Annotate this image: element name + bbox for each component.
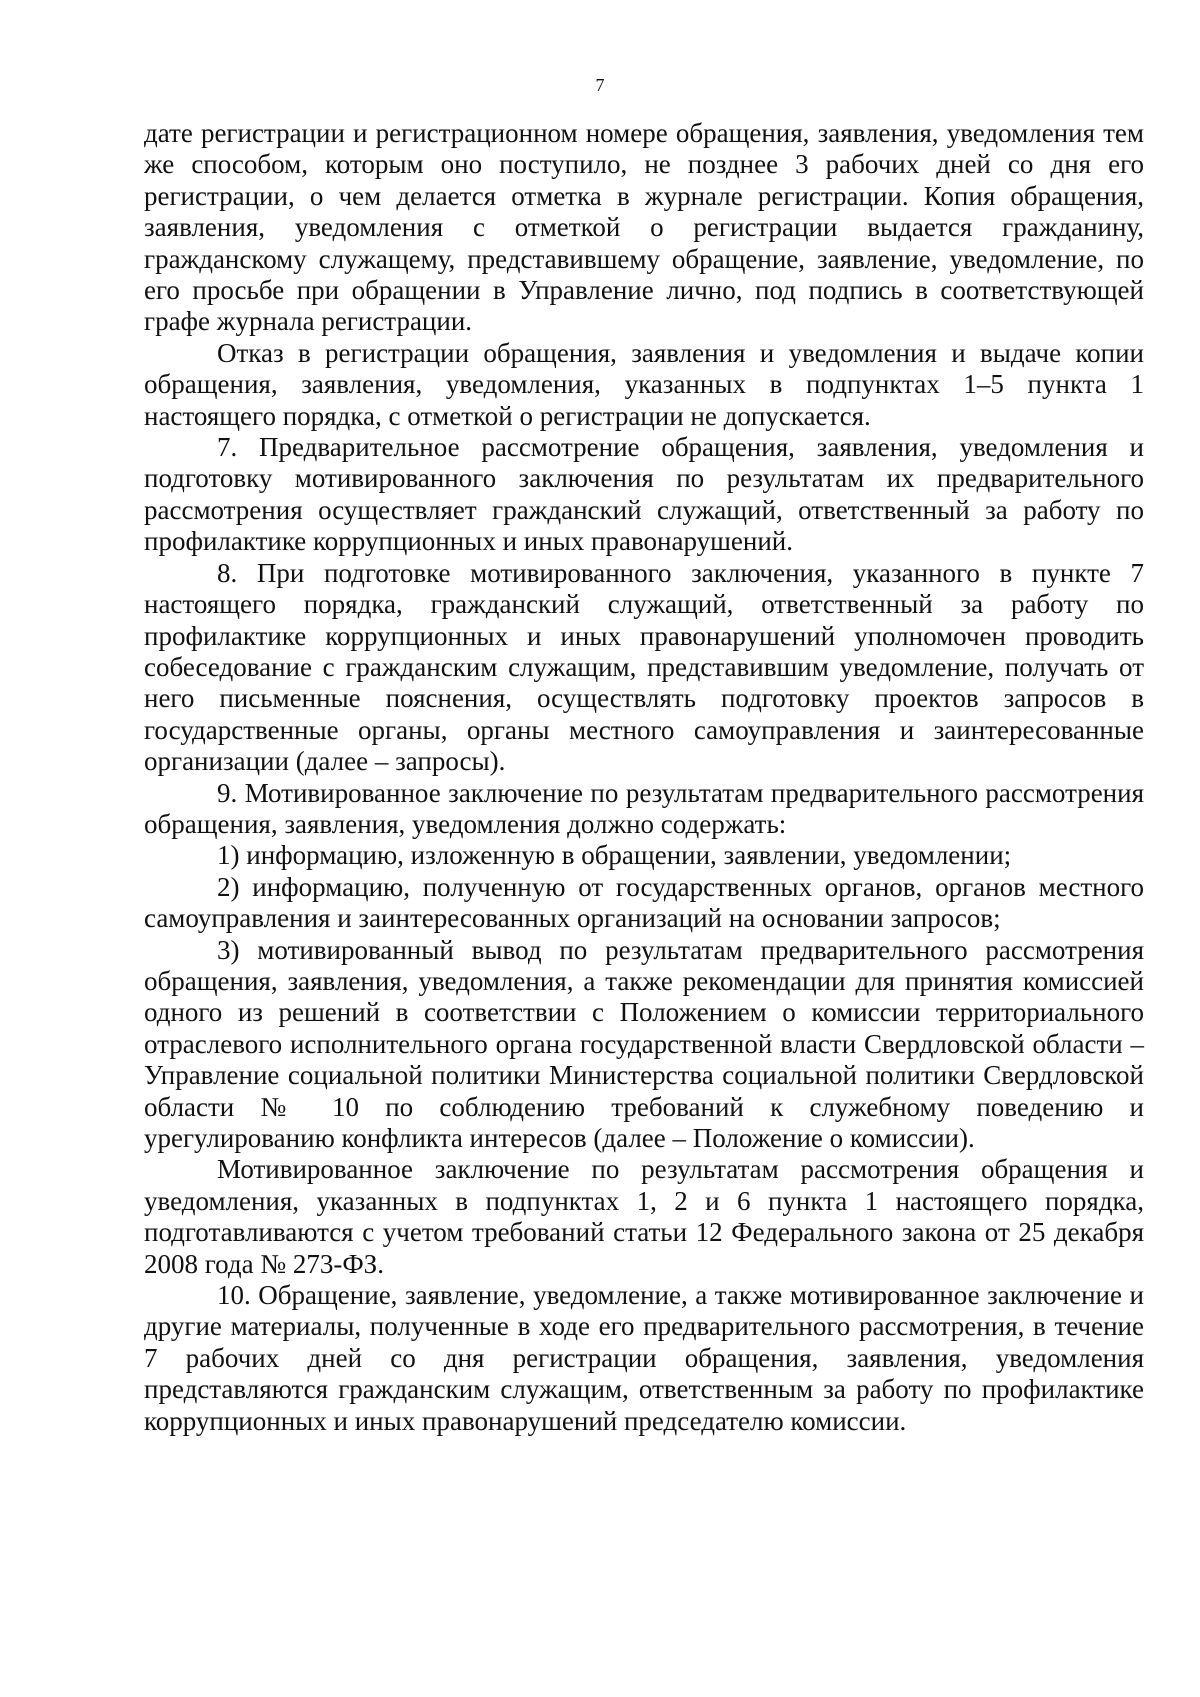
paragraph-item-10: 10. Обращение, заявление, уведомление, а также мотивированное заключение и другие материалы, полученные в ходе его предварительного рассмотрения, в течение 7 рабочих дней со дня регистрации обращения, заявления, уведомления представляются гражданским служащим, ответственным за работу по профилактике коррупционных и иных правонарушений председателю комиссии. [144, 1280, 1144, 1436]
paragraph-refusal-registration: Отказ в регистрации обращения, заявления и уведомления и выдаче копии обращения, заявления, уведомления, указанных в подпунктах 1–5 пункта 1 настоящего порядка, с отметкой о регистрации не допускается. [144, 337, 1144, 431]
paragraph-subitem-1: 1) информацию, изложенную в обращении, заявлении, уведомлении; [217, 840, 1012, 871]
paragraph-motivated-conclusion: Мотивированное заключение по результатам рассмотрения обращения и уведомления, указанных в подпунктах 1, 2 и 6 пункта 1 настоящего порядка, подготавливаются с учетом требований статьи 12 Федерального закона от 25 декабря 2008 года № 273-ФЗ. [144, 1154, 1144, 1279]
paragraph-item-9: 9. Мотивированное заключение по результатам предварительного рассмотрения обращения, заявления, уведомления должно содержать: [144, 777, 1144, 839]
page-number: 7 [595, 75, 605, 95]
paragraph-subitem-2: 2) информацию, полученную от государственных органов, органов местного самоуправления и заинтересованных организаций на основании запросов; [144, 871, 1144, 934]
paragraph-item-7: 7. Предварительное рассмотрение обращения, заявления, уведомления и подготовку мотивированного заключения по результатам их предварительного рассмотрения осуществляет гражданский служащий, ответственный за работу по профилактике коррупционных и иных правонарушений. [144, 432, 1144, 557]
paragraph-item-8: 8. При подготовке мотивированного заключения, указанного в пункте 7 настоящего порядка, гражданский служащий, ответственный за работу по профилактике коррупционных и иных правонарушений уполномочен проводить собеседование с гражданским служащим, представившим уведомление, получать от него письменные пояснения, осуществлять подготовку проектов запросов в государственные органы, органы местного самоуправления и заинтересованные организации (далее – запросы). [144, 557, 1144, 777]
document-body [144, 118, 1144, 1437]
paragraph-continuation: дате регистрации и регистрационном номере обращения, заявления, уведомления тем же способом, которым оно поступило, не позднее 3 рабочих дней со дня его регистрации, о чем делается отметка в журнале регистрации. Копия обращения, заявления, уведомления с отметкой о регистрации выдается гражданину, гражданскому служащему, представившему обращение, заявление, уведомление, по его просьбе при обращении в Управление лично, под подпись в соответствующей графе журнала регистрации. [144, 118, 1144, 337]
paragraph-subitem-3: 3) мотивированный вывод по результатам предварительного рассмотрения обращения, заявления, уведомления, а также рекомендации для принятия комиссией одного из решений в соответствии с Положением о комиссии территориального отраслевого исполнительного органа государственной власти Свердловской области – Управление социальной политики Министерства социальной политики Свердловской области № 10 по соблюдению требований к служебному поведению и урегулированию конфликта интересов (далее – Положение о комиссии). [144, 934, 1144, 1153]
